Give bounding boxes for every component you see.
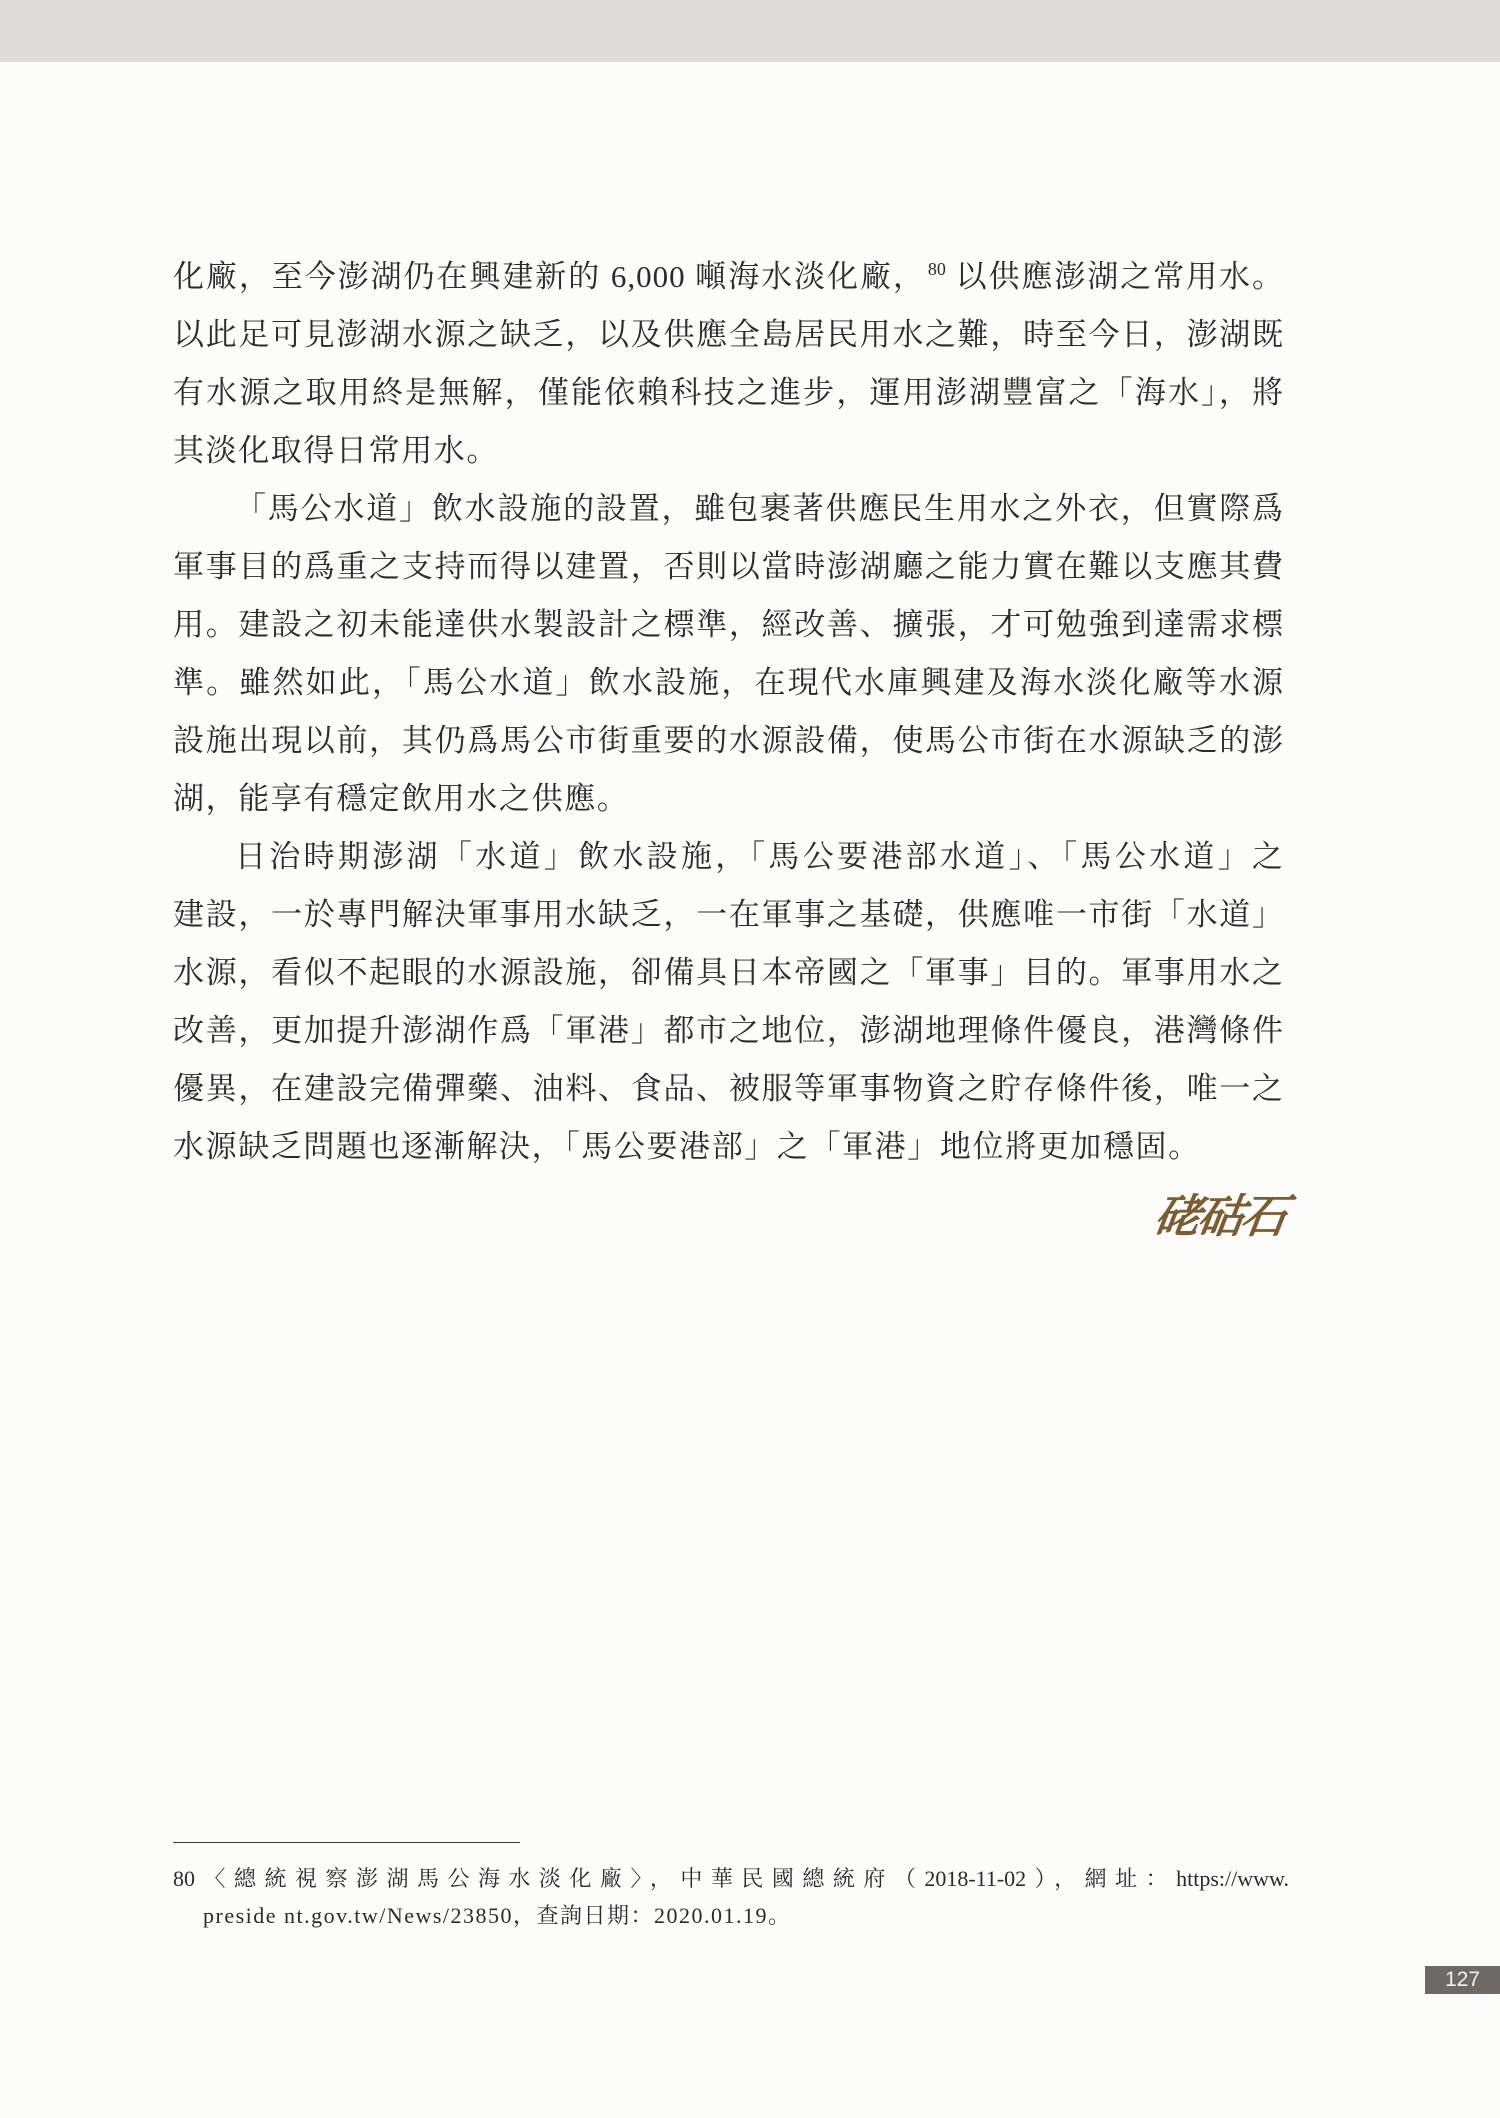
footnote (173, 1862, 1289, 1896)
text-segment: 化廠，至今澎湖仍在興建新的 6,000 噸海水淡化廠， (173, 259, 926, 294)
footnote-text: 〈總統視察澎湖馬公海水淡化廠〉，中華民國總統府（2018-11-02），網址：https://www. (195, 1866, 1289, 1891)
scan-edge-band (0, 0, 1500, 62)
text-line: 有水源之取用終是無解，僅能依賴科技之進步，運用澎湖豐富之「海水」，將 (173, 375, 1284, 410)
signature-calligraphy: 硓𥑮石 (1151, 1189, 1288, 1243)
paragraph (173, 248, 1284, 480)
text-segment: 以供應澎湖之常用水。 (945, 259, 1284, 294)
page-number: 127 (1425, 1966, 1500, 1994)
text-line: 水源缺乏問題也逐漸解決，「馬公要港部」之「軍港」地位將更加穩固。 (173, 1129, 1201, 1164)
text-line (173, 248, 1284, 306)
text-line: 水源，看似不起眼的水源設施，卻備具日本帝國之「軍事」目的。軍事用水之 (173, 955, 1284, 990)
footnote-divider (173, 1842, 520, 1843)
footnote-reference: 80 (927, 259, 946, 279)
text-line: 設施出現以前，其仍爲馬公市街重要的水源設備，使馬公市街在水源缺乏的澎 (173, 723, 1284, 758)
footnote-number: 80 (173, 1866, 195, 1891)
text-line: 改善，更加提升澎湖作爲「軍港」都市之地位，澎湖地理條件優良，港灣條件 (173, 1013, 1284, 1048)
text-line: 日治時期澎湖「水道」飲水設施，「馬公要港部水道」、「馬公水道」之 (235, 839, 1284, 874)
body-text (173, 248, 1284, 1176)
text-line: 準。雖然如此，「馬公水道」飲水設施，在現代水庫興建及海水淡化廠等水源 (173, 665, 1284, 700)
text-line: 以此足可見澎湖水源之缺乏，以及供應全島居民用水之難，時至今日，澎湖既 (173, 317, 1284, 352)
text-line: 其淡化取得日常用水。 (173, 433, 499, 468)
text-line: 建設，一於專門解決軍事用水缺乏，一在軍事之基礎，供應唯一市街「水道」 (173, 897, 1284, 932)
paragraph (173, 828, 1284, 1176)
text-line: 用。建設之初未能達供水製設計之標準，經改善、擴張，才可勉強到達需求標 (173, 607, 1284, 642)
text-line: 軍事目的爲重之支持而得以建置，否則以當時澎湖廳之能力實在難以支應其費 (173, 549, 1284, 584)
text-line: 湖，能享有穩定飲用水之供應。 (173, 781, 630, 816)
footnote-continuation: preside nt.gov.tw/News/23850，查詢日期：2020.01.19。 (203, 1903, 792, 1928)
text-line: 優異，在建設完備彈藥、油料、食品、被服等軍事物資之貯存條件後，唯一之 (173, 1071, 1284, 1106)
paragraph (173, 480, 1284, 828)
text-line: 「馬公水道」飲水設施的設置，雖包裹著供應民生用水之外衣，但實際爲 (235, 491, 1284, 526)
